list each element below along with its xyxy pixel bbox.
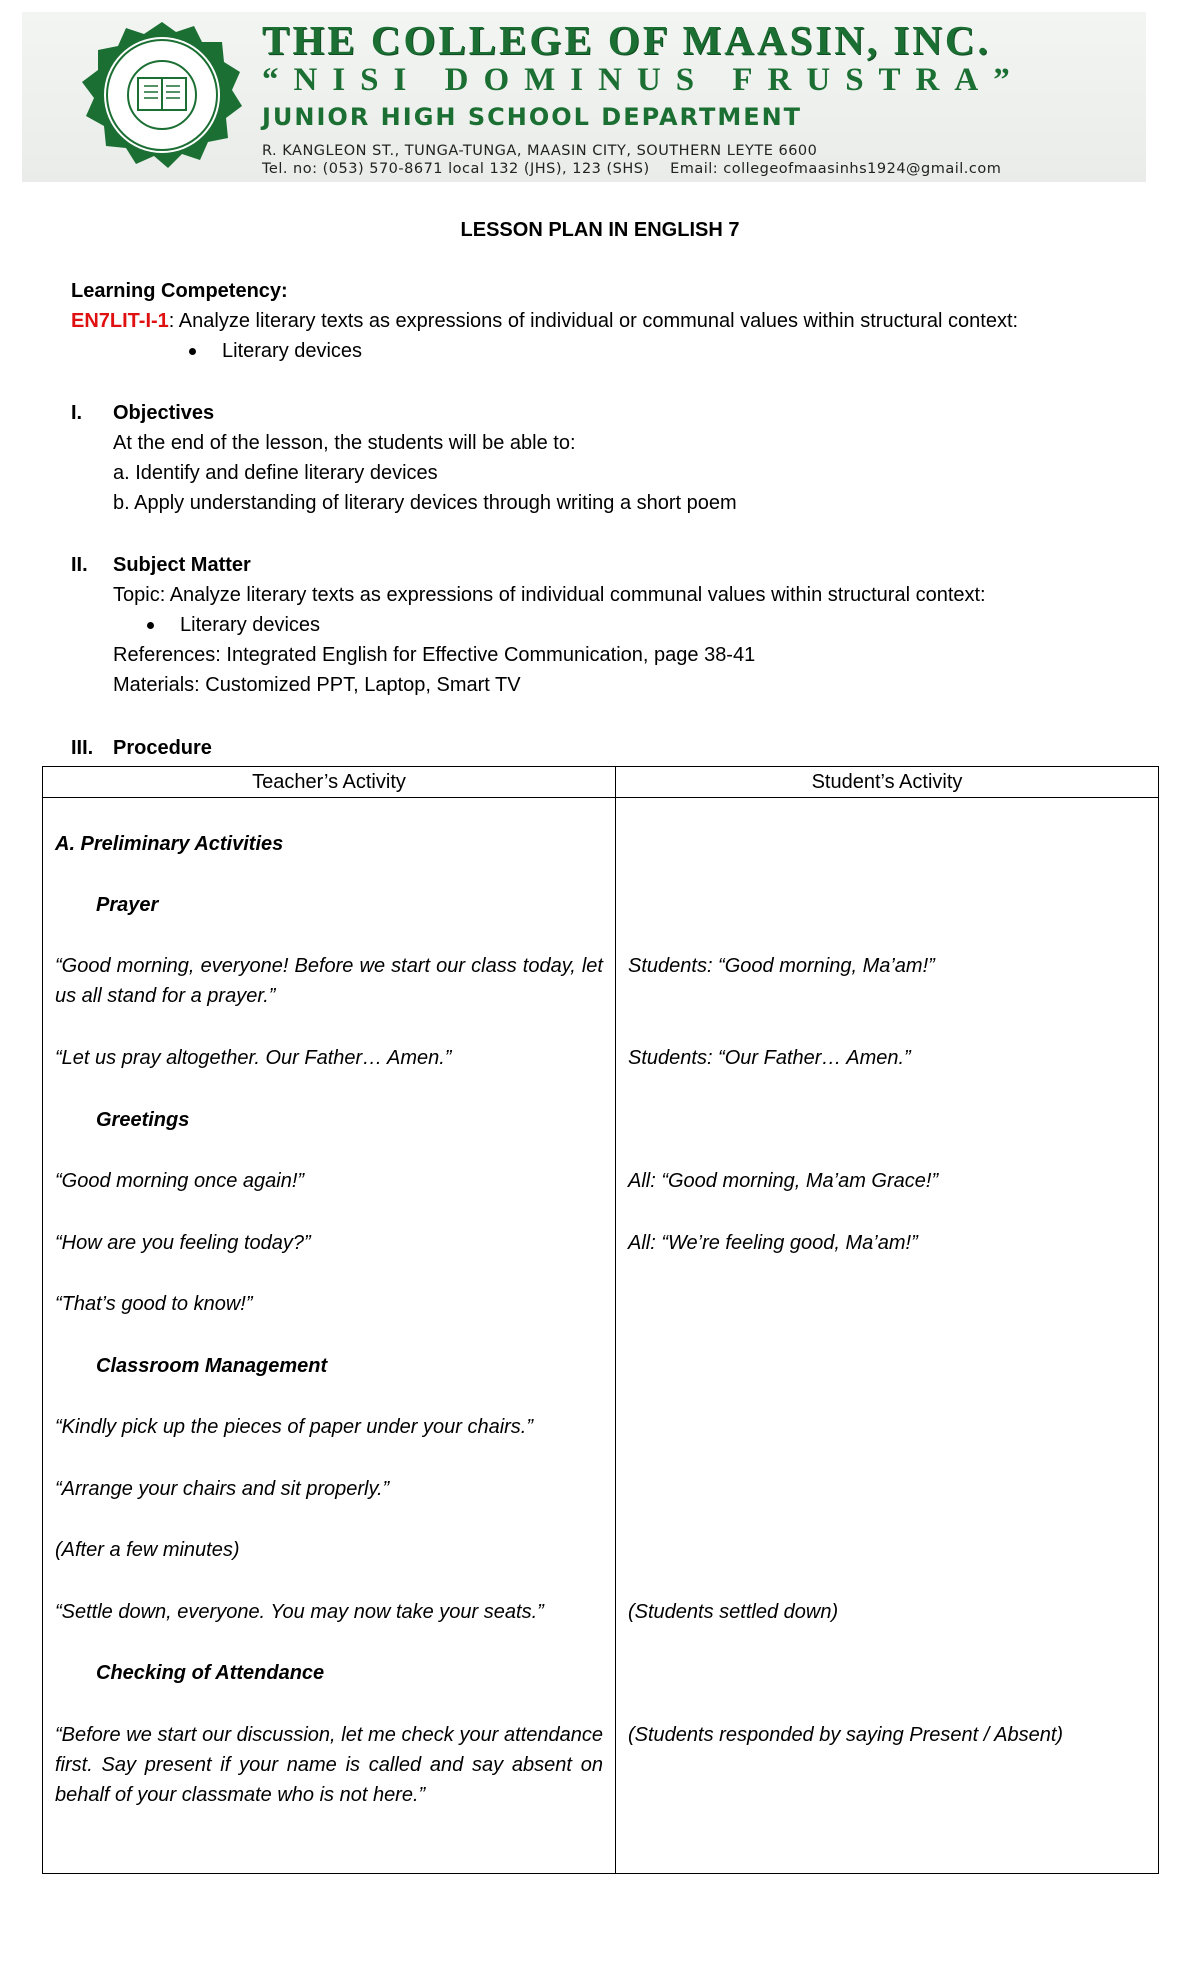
objectives-heading: [71, 398, 1151, 428]
subject-bullet: [71, 610, 1151, 640]
competency-statement: [71, 306, 1151, 336]
section-number: III.: [71, 737, 94, 759]
table-row: [43, 798, 1159, 1874]
subject-matter-section: [71, 550, 1151, 700]
procedure-section: [71, 733, 1151, 763]
teacher-line: “Kindly pick up the pieces of paper under your chairs.”: [55, 1416, 534, 1438]
teacher-line: “Settle down, everyone. You may now take your seats.”: [55, 1601, 544, 1623]
section-number: I.: [71, 402, 83, 424]
student-line: Students: “Our Father… Amen.”: [628, 1047, 911, 1069]
subject-matter-heading: [71, 550, 1151, 580]
document-title: LESSON PLAN IN ENGLISH 7: [460, 219, 740, 241]
preliminary-activities-heading: A. Preliminary Activities: [55, 833, 284, 855]
student-activity-header: Student’s Activity: [616, 767, 1159, 798]
section-number: II.: [71, 554, 88, 576]
subject-materials: Materials: Customized PPT, Laptop, Smart TV: [113, 674, 521, 696]
competency-bullet-text: Literary devices: [222, 340, 363, 362]
department-name: JUNIOR HIGH SCHOOL DEPARTMENT: [262, 103, 803, 131]
classroom-management-subheading: Classroom Management: [96, 1355, 328, 1377]
teacher-line: “That’s good to know!”: [55, 1293, 253, 1315]
competency-code: EN7LIT-I-1: [71, 310, 169, 332]
teacher-line: “How are you feeling today?”: [55, 1232, 311, 1254]
student-line: All: “Good morning, Ma’am Grace!”: [628, 1170, 939, 1192]
college-seal-icon: [72, 20, 252, 170]
objectives-intro: At the end of the lesson, the students will be able to:: [113, 432, 576, 454]
attendance-subheading: Checking of Attendance: [96, 1662, 325, 1684]
student-line: Students: “Good morning, Ma’am!”: [628, 955, 935, 977]
table-header-row: [43, 767, 1159, 798]
subject-references: References: Integrated English for Effective Communication, page 38-41: [113, 644, 756, 666]
student-line: (Students settled down): [628, 1601, 839, 1623]
competency-bullet: [71, 336, 1151, 366]
student-line: (Students responded by saying Present / Absent): [628, 1724, 1064, 1746]
student-line: All: “We’re feeling good, Ma’am!”: [628, 1232, 918, 1254]
learning-competency: [71, 276, 1151, 366]
objective-item: b. Apply understanding of literary devices through writing a short poem: [113, 492, 737, 514]
bullet-icon: [189, 348, 196, 355]
college-motto: “NISI DOMINUS FRUSTRA”: [262, 62, 1025, 98]
teacher-line: “Arrange your chairs and sit properly.”: [55, 1478, 390, 1500]
procedure-heading: [71, 733, 1151, 763]
letterhead: [22, 12, 1146, 182]
prayer-subheading: Prayer: [96, 894, 159, 916]
college-contact: Tel. no: (053) 570-8671 local 132 (JHS), 123 (SHS) Email: collegeofmaasinhs1924@gmail.com: [262, 161, 1002, 177]
competency-label: Learning Competency:: [71, 280, 288, 302]
procedure-table: [42, 766, 1159, 1874]
letterhead-text: [262, 16, 1142, 177]
teacher-activity-cell: [43, 798, 616, 1874]
subject-bullet-text: Literary devices: [180, 614, 321, 636]
college-name: THE COLLEGE OF MAASIN, INC.: [262, 17, 991, 63]
section-title: Subject Matter: [113, 554, 251, 576]
objective-item: a. Identify and define literary devices: [113, 462, 438, 484]
teacher-line: “Good morning once again!”: [55, 1170, 305, 1192]
college-address: R. KANGLEON ST., TUNGA-TUNGA, MAASIN CITY, SOUTHERN LEYTE 6600: [262, 143, 818, 159]
teacher-line: “Good morning, everyone! Before we start our class today, let us all stand for a prayer.”: [55, 955, 603, 1007]
section-title: Objectives: [113, 402, 215, 424]
teacher-line: “Let us pray altogether. Our Father… Amen.”: [55, 1047, 452, 1069]
competency-text: : Analyze literary texts as expressions of individual or communal values within structural context:: [168, 310, 1019, 332]
teacher-line: (After a few minutes): [55, 1539, 240, 1561]
teacher-activity-header: Teacher’s Activity: [43, 767, 616, 798]
greetings-subheading: Greetings: [96, 1109, 190, 1131]
subject-topic: Topic: Analyze literary texts as expressions of individual communal values within structural context:: [113, 584, 986, 606]
teacher-line: “Before we start our discussion, let me check your attendance first. Say present if your name is called and say absent on behalf of your classmate who is not here.”: [55, 1724, 603, 1806]
bullet-icon: [147, 622, 154, 629]
section-title: Procedure: [113, 737, 212, 759]
objectives-section: [71, 398, 1151, 518]
student-activity-cell: [616, 798, 1159, 1874]
